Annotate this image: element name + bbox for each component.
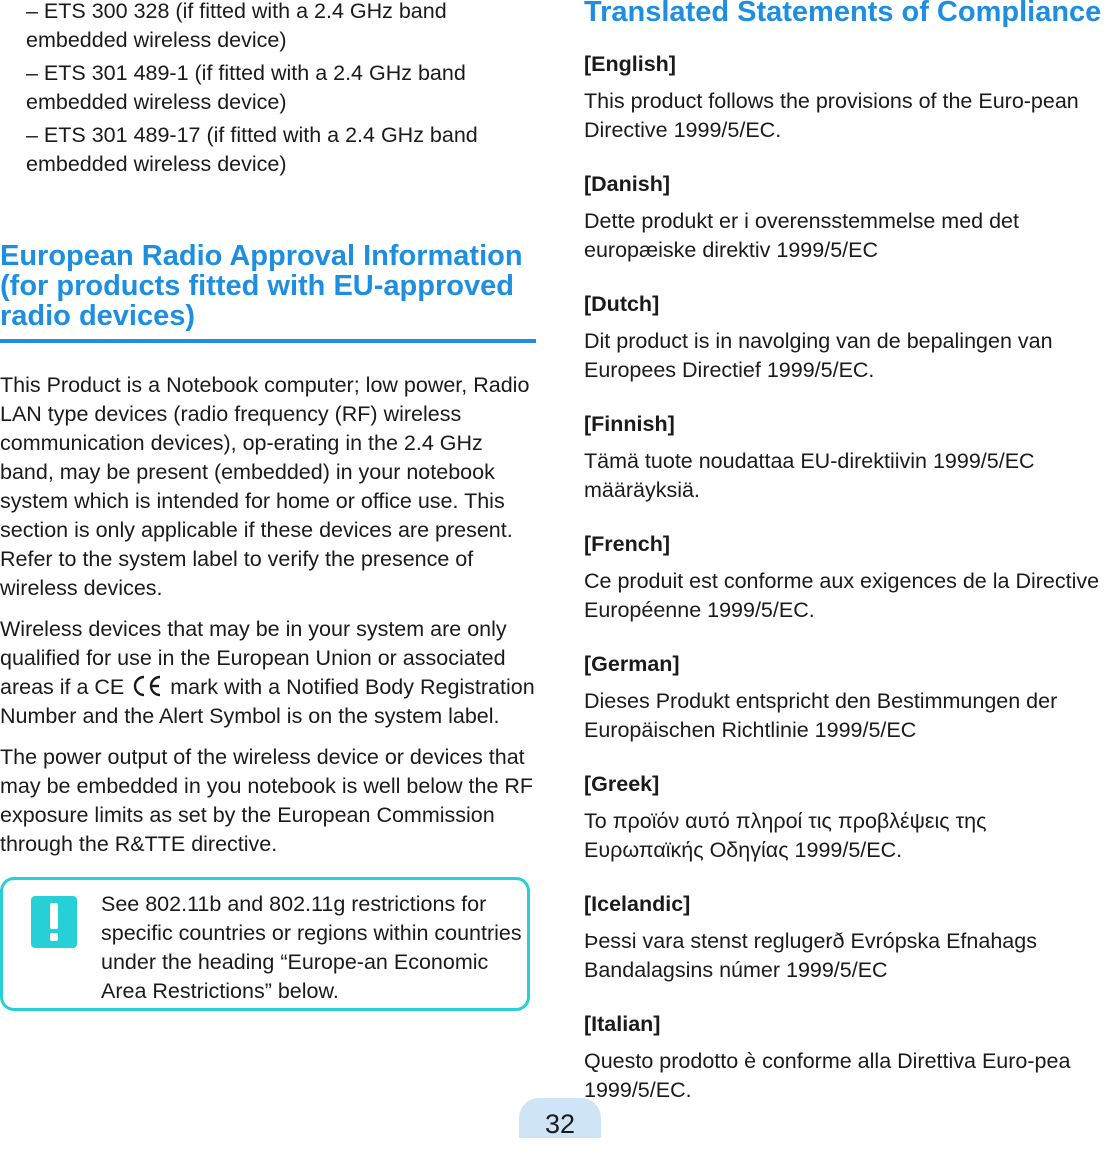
ce-paragraph-text-before: Wireless devices that may be in your system are only qualified for use in the European Union or associated areas if a CE <box>0 617 507 699</box>
lang-label-greek: [Greek] <box>584 772 660 796</box>
lang-text-german: Dieses Produkt entspricht den Bestimmungen der Europäischen Richtlinie 1999/5/EC <box>584 689 1058 742</box>
ets-item: – ETS 300 328 (if fitted with a 2.4 GHz band embedded wireless device) <box>26 0 447 52</box>
lang-text-french: Ce produit est conforme aux exigences de la Directive Européenne 1999/5/EC. <box>584 569 1100 622</box>
page-number: 32 <box>519 1098 601 1138</box>
power-paragraph: The power output of the wireless device or devices that may be embedded in you notebook is well below the RF exposure limits as set by the European Commission through the R&TTE directive. <box>0 745 534 856</box>
left-column <box>0 0 540 1011</box>
notice-text: See 802.11b and 802.11g restrictions for specific countries or regions within countries under the heading “Europe-an Economic Area Restrictions” below. <box>101 892 522 1003</box>
intro-paragraph: This Product is a Notebook computer; low power, Radio LAN type devices (radio frequency (RF) wireless communication devices), op-erating in the 2.4 GHz band, may be present (embedded) in your notebook system which is intended for home or office use. This section is only applicable if these devices are present. Refer to the system label to verify the presence of wireless devices. <box>0 373 530 600</box>
section-title: European Radio Approval Information (for products fitted with EU-approved radio devices) <box>0 241 536 343</box>
lang-label-french: [French] <box>584 532 670 556</box>
notice-box <box>0 877 530 1011</box>
lang-label-danish: [Danish] <box>584 172 670 196</box>
lang-text-icelandic: Þessi vara stenst reglugerð Evrópska Efnahags Bandalagsins númer 1999/5/EC <box>584 929 1037 982</box>
lang-text-english: This product follows the provisions of the Euro-pean Directive 1999/5/EC. <box>584 89 1079 142</box>
lang-label-dutch: [Dutch] <box>584 292 660 316</box>
lang-label-german: [German] <box>584 652 680 676</box>
ets-item: – ETS 301 489-17 (if fitted with a 2.4 GHz band embedded wireless device) <box>26 123 478 176</box>
ce-paragraph <box>0 615 540 731</box>
lang-label-finnish: [Finnish] <box>584 412 675 436</box>
right-column <box>584 0 1110 1105</box>
alert-icon <box>31 896 77 948</box>
ce-paragraph-text-after: mark with a Notified Body Registration Number and the Alert Symbol is on the system label. <box>0 675 535 728</box>
ets-list <box>0 0 540 179</box>
lang-label-italian: [Italian] <box>584 1012 661 1036</box>
lang-text-italian: Questo prodotto è conforme alla Direttiva Euro-pea 1999/5/EC. <box>584 1049 1071 1102</box>
lang-label-english: [English] <box>584 52 676 76</box>
lang-text-danish: Dette produkt er i overensstemmelse med det europæiske direktiv 1999/5/EC <box>584 209 1019 262</box>
ets-item: – ETS 301 489-1 (if fitted with a 2.4 GHz band embedded wireless device) <box>26 61 466 114</box>
lang-text-finnish: Tämä tuote noudattaa EU-direktiivin 1999/5/EC määräyksiä. <box>584 449 1035 502</box>
lang-text-greek: Το προϊόν αυτό πληροί τις προβλέψεις της Ευρωπαϊκής Οδηγίας 1999/5/EC. <box>584 809 987 862</box>
lang-text-dutch: Dit product is in navolging van de bepalingen van Europees Directief 1999/5/EC. <box>584 329 1053 382</box>
compliance-title: Translated Statements of Compliance <box>584 0 1102 28</box>
lang-label-icelandic: [Icelandic] <box>584 892 691 916</box>
ce-mark-icon <box>130 675 164 697</box>
